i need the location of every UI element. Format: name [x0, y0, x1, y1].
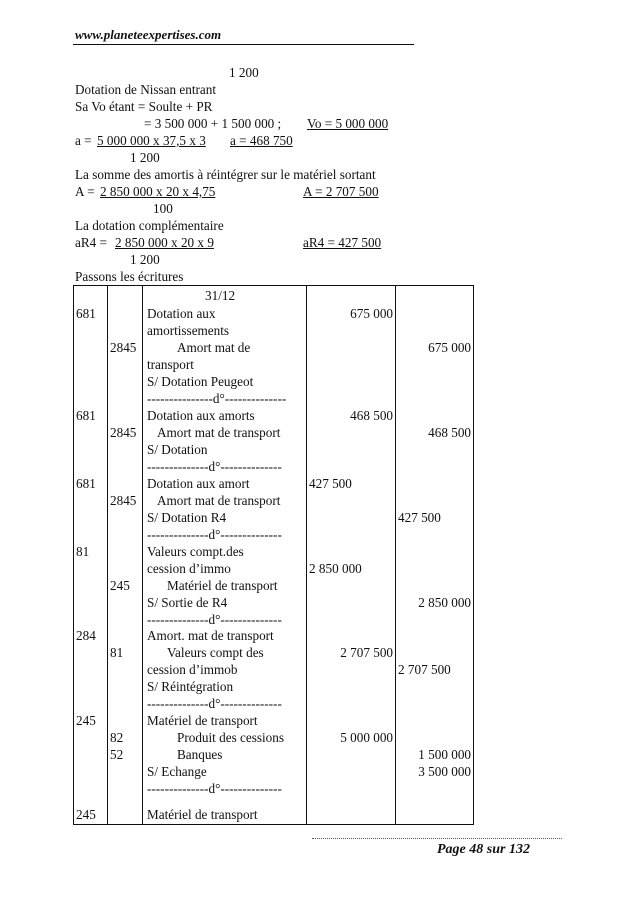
entry-label: Matériel de transport	[147, 713, 258, 728]
debit-account: 681	[76, 306, 96, 321]
debit-amount-column	[307, 286, 395, 824]
credit-account: 2845	[110, 340, 137, 355]
entry-label: Matériel de transport	[147, 807, 258, 822]
entry-label: Valeurs compt des	[167, 645, 264, 660]
debit-amount: 5 000 000	[340, 730, 393, 745]
credit-amount: 675 000	[428, 340, 471, 355]
text-line: = 3 500 000 + 1 500 000 ;	[144, 116, 282, 131]
footer-rule	[312, 838, 562, 839]
entry-label: S/ Réintégration	[147, 679, 234, 694]
credit-account: 82	[110, 730, 124, 745]
journal-date: 31/12	[205, 288, 236, 303]
debit-amount: 468 500	[350, 408, 393, 423]
entry-label: Amort mat de transport	[157, 493, 281, 508]
credit-amount: 1 500 000	[418, 747, 471, 762]
text-line: Dotation de Nissan entrant	[75, 82, 216, 97]
debit-account: 245	[76, 807, 96, 822]
credit-amount: 2 707 500	[398, 662, 451, 677]
text-line: a =	[75, 133, 92, 148]
separator: ---------------d°--------------	[147, 391, 287, 406]
credit-account: 2845	[110, 493, 137, 508]
debit-account: 81	[76, 544, 90, 559]
entry-label: Dotation aux amort	[147, 476, 250, 491]
entry-label: cession d’immob	[147, 662, 238, 677]
entry-label: Dotation aux	[147, 306, 216, 321]
text-line: La dotation complémentaire	[75, 218, 224, 233]
formula-result: A = 2 707 500	[303, 184, 379, 199]
entry-label: Valeurs compt.des	[147, 544, 244, 559]
debit-account: 284	[76, 628, 96, 643]
entry-label: Produit des cessions	[177, 730, 284, 745]
page-number: Page 48 sur 132	[437, 842, 530, 857]
formula-result: aR4 = 427 500	[303, 235, 382, 250]
text-line: Sa Vo étant = Soulte + PR	[75, 99, 213, 114]
credit-amount: 427 500	[398, 510, 441, 525]
text-line: 1 200	[229, 65, 259, 80]
text-line: 1 200	[130, 150, 160, 165]
debit-amount: 2 850 000	[309, 561, 362, 576]
debit-account: 245	[76, 713, 96, 728]
separator: --------------d°--------------	[147, 459, 282, 474]
entry-label: Banques	[177, 747, 223, 762]
credit-amount: 468 500	[428, 425, 471, 440]
credit-account-column	[108, 286, 142, 824]
entry-label: S/ Dotation	[147, 442, 208, 457]
debit-amount: 675 000	[350, 306, 393, 321]
entry-label: transport	[147, 357, 194, 372]
entry-label: Matériel de transport	[167, 578, 278, 593]
entry-label: Amort mat de	[177, 340, 251, 355]
formula-result: a = 468 750	[230, 133, 293, 148]
separator: --------------d°--------------	[147, 612, 282, 627]
entry-label: S/ Dotation Peugeot	[147, 374, 254, 389]
debit-amount: 2 707 500	[340, 645, 393, 660]
formula: 2 850 000 x 20 x 4,75	[100, 184, 216, 199]
credit-amount: 2 850 000	[418, 595, 471, 610]
text-line: Passons les écritures	[75, 269, 184, 284]
separator: --------------d°--------------	[147, 527, 282, 542]
debit-amount: 427 500	[309, 476, 352, 491]
credit-account: 81	[110, 645, 124, 660]
entry-label: S/ Dotation R4	[147, 510, 227, 525]
formula: 2 850 000 x 20 x 9	[115, 235, 214, 250]
label-column	[143, 286, 306, 824]
text-line: 1 200	[130, 252, 160, 267]
entry-label: amortissements	[147, 323, 230, 338]
entry-label: Amort. mat de transport	[147, 628, 274, 643]
entry-label: Amort mat de transport	[157, 425, 281, 440]
debit-account: 681	[76, 408, 96, 423]
vo-result: Vo = 5 000 000	[307, 116, 389, 131]
entry-label: S/ Echange	[147, 764, 207, 779]
text-line: La somme des amortis à réintégrer sur le matériel sortant	[75, 167, 376, 182]
entry-label: S/ Sortie de R4	[147, 595, 228, 610]
debit-account: 681	[76, 476, 96, 491]
separator: --------------d°--------------	[147, 781, 282, 796]
entry-label: Dotation aux amorts	[147, 408, 255, 423]
credit-amount: 3 500 000	[418, 764, 471, 779]
credit-account: 2845	[110, 425, 137, 440]
header-rule	[73, 44, 414, 45]
text-line: aR4 =	[75, 235, 107, 250]
debit-account-column	[74, 286, 107, 824]
text-line: 100	[153, 201, 173, 216]
site-header: www.planeteexpertises.com	[75, 27, 222, 42]
credit-amount-column	[396, 286, 473, 824]
credit-account: 245	[110, 578, 130, 593]
formula: 5 000 000 x 37,5 x 3	[97, 133, 206, 148]
separator: --------------d°--------------	[147, 696, 282, 711]
text-line: A =	[75, 184, 95, 199]
journal-table	[73, 285, 474, 825]
entry-label: cession d’immo	[147, 561, 231, 576]
credit-account: 52	[110, 747, 124, 762]
